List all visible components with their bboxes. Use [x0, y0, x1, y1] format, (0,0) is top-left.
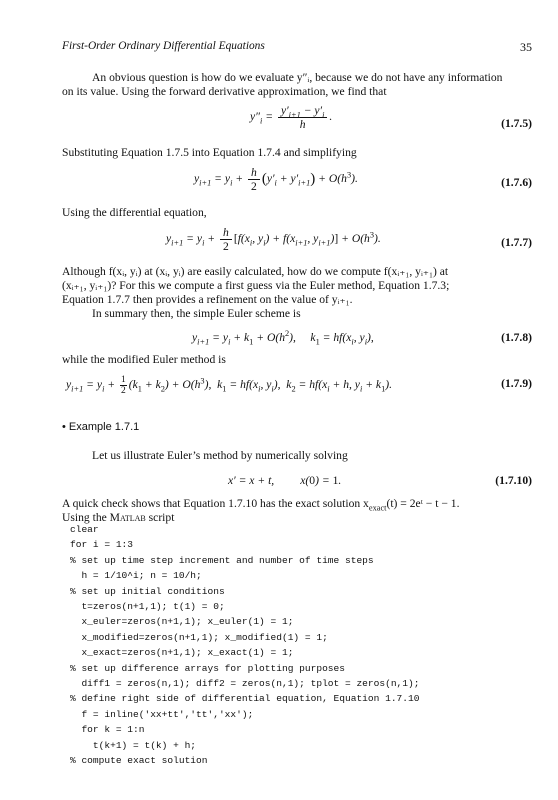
code-line: % set up initial conditions — [70, 585, 225, 597]
paragraph-1-line-2: on its value. Using the forward derivative approximation, we find that — [62, 85, 387, 98]
equation-number-1-7-9: (1.7.9) — [501, 377, 532, 390]
code-line: for i = 1:3 — [70, 539, 134, 551]
equation-number-1-7-10: (1.7.10) — [495, 474, 532, 487]
paragraph-6: Let us illustrate Euler’s method by numerically solving — [92, 449, 348, 462]
code-line: h = 1/10^i; n = 10/h; — [70, 570, 202, 582]
code-line: x_modified=zeros(n+1,1); x_modified(1) = 1; — [70, 631, 328, 643]
code-line: clear — [70, 524, 99, 535]
page-number: 35 — [520, 40, 532, 54]
equation-1-7-7: $y_{i+1} = y_i$ + $\frac{h}{2}$ [$f(x_i$, $y_i) + f(x_{i+1}$, $y_{i+1})] + O(h^3)$. — [166, 226, 381, 253]
equation-1-7-5: $y''_i$ = $\frac{y'_{i+1} - y'_i}{h}$ . — [250, 104, 333, 131]
equation-1-7-10: x′ = x + t, x(0) = 1. — [228, 474, 342, 487]
equation-number-1-7-6: (1.7.6) — [501, 176, 532, 189]
equation-1-7-6: $y_{i+1} = y_i$ + $\frac{h}{2}$ $(y'_i + y'_{i+1}) + O(h^3)$. — [194, 166, 358, 193]
code-line: t=zeros(n+1,1); t(1) = 0; — [70, 601, 225, 613]
example-title: Example 1.7.1 — [68, 421, 140, 433]
code-line: diff1 = zeros(n,1); diff2 = zeros(n,1); tplot = zeros(n,1); — [70, 678, 420, 690]
code-line: t(k+1) = t(k) + h; — [70, 739, 197, 751]
paragraph-4-line-2: (xᵢ₊₁, yᵢ₊₁)? For this we compute a first guess via the Euler method, Equation 1.7.3; — [62, 279, 450, 292]
paragraph-4-line-1: Although f(xᵢ, yᵢ) at (xᵢ, yᵢ) are easily calculated, how do we compute f(xᵢ₊₁, yᵢ₊₁) at — [62, 265, 449, 278]
paragraph-1-line-1: An obvious question is how do we evaluate y″ᵢ, because we do not have any information — [92, 71, 503, 84]
equation-1-7-9: $y_{i+1} = y_i$ + $\frac{1}{2}$ $(k_1 + k_2) + O(h^3)$, $k_1 = hf(x_i$, $y_i$), $k_2 = hf(x_i + h$, $y_i + k_1$). — [66, 375, 393, 396]
code-line: % set up time step increment and number of time steps — [70, 554, 374, 566]
matlab-name: Matlab — [109, 511, 146, 524]
equation-1-7-8: $y_{i+1} = y_i + k_1 + O(h^2)$, $k_1 = hf(x_i$, $y_i$), — [192, 329, 374, 347]
code-line: f = inline('xx+tt','tt','xx'); — [70, 708, 254, 720]
code-line: for k = 1:n — [70, 724, 145, 736]
paragraph-7-line-1: A quick check shows that Equation 1.7.10 has the exact solution $x_{exact}(t)$ = 2eᵗ − t − 1. — [62, 497, 460, 513]
running-header-title: First-Order Ordinary Differential Equations — [62, 40, 265, 52]
paragraph-4-line-4: In summary then, the simple Euler scheme is — [92, 307, 301, 320]
example-heading — [62, 421, 139, 433]
code-line: % set up difference arrays for plotting purposes — [70, 662, 345, 674]
example-bullet: • — [62, 421, 66, 433]
matlab-code-listing — [70, 522, 419, 769]
code-line: x_euler=zeros(n+1,1); x_euler(1) = 1; — [70, 616, 294, 628]
code-line: % compute exact solution — [70, 755, 208, 767]
paragraph-2: Substituting Equation 1.7.5 into Equation 1.7.4 and simplifying — [62, 146, 357, 159]
code-line: % define right side of differential equation, Equation 1.7.10 — [70, 693, 420, 705]
paragraph-4-line-3: Equation 1.7.7 then provides a refinement on the value of yᵢ₊₁. — [62, 293, 353, 306]
paragraph-7-line-2: Using the Matlab script — [62, 511, 175, 524]
equation-number-1-7-5: (1.7.5) — [501, 117, 532, 130]
paragraph-3: Using the differential equation, — [62, 206, 207, 219]
equation-number-1-7-7: (1.7.7) — [501, 236, 532, 249]
paragraph-5: while the modified Euler method is — [62, 353, 226, 366]
equation-number-1-7-8: (1.7.8) — [501, 331, 532, 344]
code-line: x_exact=zeros(n+1,1); x_exact(1) = 1; — [70, 647, 294, 659]
